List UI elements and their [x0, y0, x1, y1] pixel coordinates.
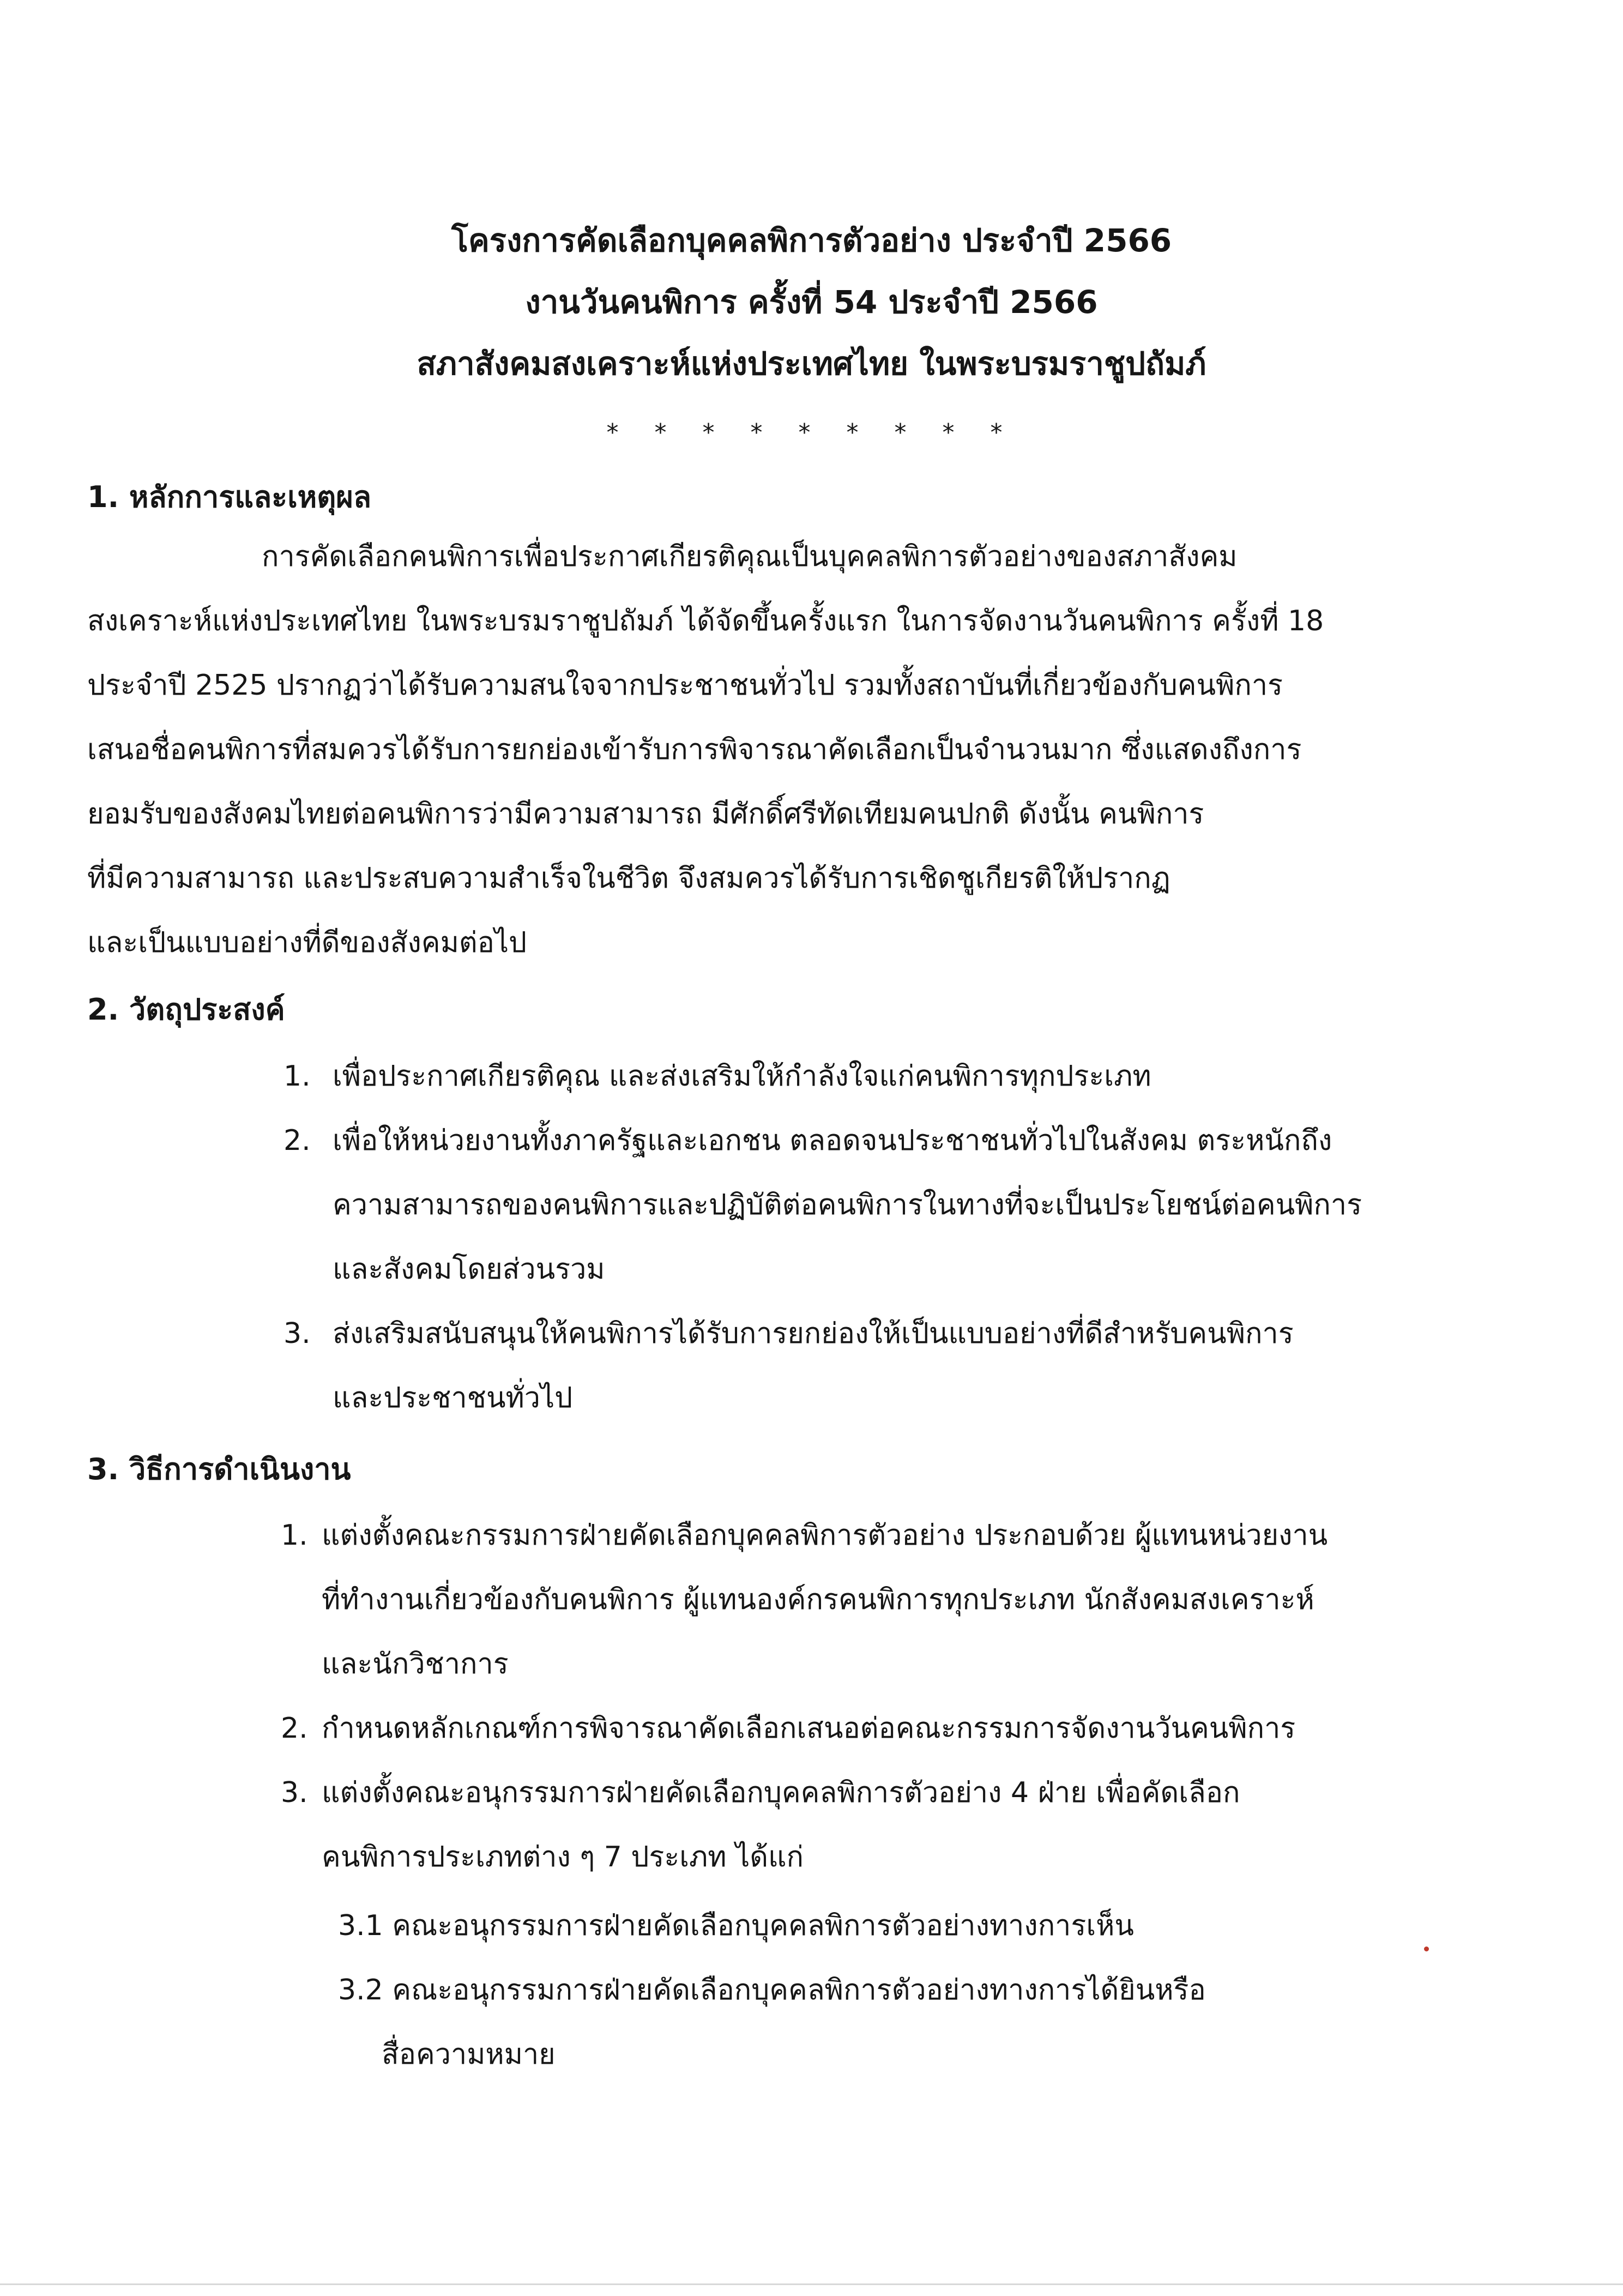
objective-3-number: 3. — [283, 1317, 311, 1350]
title-line-3: สภาสังคมสงเคราะห์แห่งประเทศไทย ในพระบรมราชูปถัมภ์ — [417, 345, 1206, 382]
step-1-line-3: และนักวิชาการ — [322, 1648, 509, 1680]
section-2-heading: 2. วัตถุประสงค์ — [87, 992, 285, 1027]
objective-2-line-3: และสังคมโดยส่วนรวม — [333, 1253, 605, 1286]
section-1-line-4: เสนอชื่อคนพิการที่สมควรได้รับการยกย่องเข้ารับการพิจารณาคัดเลือกเป็นจำนวนมาก ซึ่งแสดงถึงการ — [87, 733, 1302, 766]
section-1-line-5: ยอมรับของสังคมไทยต่อคนพิการว่ามีความสามารถ มีศักดิ์ศรีทัดเทียมคนปกติ ดังนั้น คนพิการ — [87, 798, 1204, 830]
section-1-heading: 1. หลักการและเหตุผล — [87, 480, 372, 514]
step-3-line-2: คนพิการประเภทต่าง ๆ 7 ประเภท ได้แก่ — [322, 1841, 804, 1873]
section-3-heading: 3. วิธีการดำเนินงาน — [87, 1452, 351, 1486]
objective-2-number: 2. — [283, 1124, 311, 1157]
objective-2-line-1: เพื่อให้หน่วยงานทั้งภาครัฐและเอกชน ตลอดจนประชาชนทั่วไปในสังคม ตระหนักถึง — [333, 1124, 1332, 1157]
section-1-line-1: การคัดเลือกคนพิการเพื่อประกาศเกียรติคุณเป็นบุคคลพิการตัวอย่างของสภาสังคม — [262, 540, 1238, 573]
objective-1-number: 1. — [283, 1060, 311, 1093]
section-1-line-6: ที่มีความสามารถ และประสบความสำเร็จในชีวิต จึงสมควรได้รับการเชิดชูเกียรติให้ปรากฏ — [87, 862, 1171, 895]
step-2-line-1: กำหนดหลักเกณฑ์การพิจารณาคัดเลือกเสนอต่อคณะกรรมการจัดงานวันคนพิการ — [322, 1712, 1296, 1745]
step-3-line-1: แต่งตั้งคณะอนุกรรมการฝ่ายคัดเลือกบุคคลพิการตัวอย่าง 4 ฝ่าย เพื่อคัดเลือก — [322, 1776, 1240, 1809]
step-3-number: 3. — [281, 1776, 308, 1809]
title-line-2: งานวันคนพิการ ครั้งที่ 54 ประจำปี 2566 — [525, 284, 1098, 321]
step-1-line-2: ที่ทำงานเกี่ยวข้องกับคนพิการ ผู้แทนองค์กรคนพิการทุกประเภท นักสังคมสงเคราะห์ — [322, 1583, 1314, 1616]
section-1-line-2: สงเคราะห์แห่งประเทศไทย ในพระบรมราชูปถัมภ์ ได้จัดขึ้นครั้งแรก ในการจัดงานวันคนพิการ ครั้งที่ 18 — [87, 605, 1324, 637]
subitem-3-2-line-2: สื่อความหมาย — [382, 2038, 556, 2071]
scan-bottom-edge — [0, 2283, 1623, 2285]
objective-2-line-2: ความสามารถของคนพิการและปฏิบัติต่อคนพิการในทางที่จะเป็นประโยชน์ต่อคนพิการ — [333, 1189, 1362, 1221]
section-1-line-7: และเป็นแบบอย่างที่ดีของสังคมต่อไป — [87, 926, 527, 959]
separator-stars: * * * * * * * * * — [606, 419, 1017, 447]
subitem-3-1-line-1: 3.1 คณะอนุกรรมการฝ่ายคัดเลือกบุคคลพิการตัวอย่างทางการเห็น — [338, 1909, 1134, 1942]
objective-1-line-1: เพื่อประกาศเกียรติคุณ และส่งเสริมให้กำลังใจแก่คนพิการทุกประเภท — [333, 1060, 1151, 1093]
objective-3-line-1: ส่งเสริมสนับสนุนให้คนพิการได้รับการยกย่องให้เป็นแบบอย่างที่ดีสำหรับคนพิการ — [333, 1317, 1294, 1350]
title-line-1: โครงการคัดเลือกบุคคลพิการตัวอย่าง ประจำปี 2566 — [451, 222, 1172, 259]
objective-3-line-2: และประชาชนทั่วไป — [333, 1382, 573, 1414]
step-2-number: 2. — [281, 1712, 308, 1745]
scan-speck — [1424, 1947, 1429, 1951]
section-1-line-3: ประจำปี 2525 ปรากฏว่าได้รับความสนใจจากประชาชนทั่วไป รวมทั้งสถาบันที่เกี่ยวข้องกับคนพิการ — [87, 669, 1283, 702]
step-1-line-1: แต่งตั้งคณะกรรมการฝ่ายคัดเลือกบุคคลพิการตัวอย่าง ประกอบด้วย ผู้แทนหน่วยงาน — [322, 1519, 1328, 1552]
subitem-3-2-line-1: 3.2 คณะอนุกรรมการฝ่ายคัดเลือกบุคคลพิการตัวอย่างทางการได้ยินหรือ — [338, 1974, 1206, 2006]
step-1-number: 1. — [281, 1519, 308, 1552]
